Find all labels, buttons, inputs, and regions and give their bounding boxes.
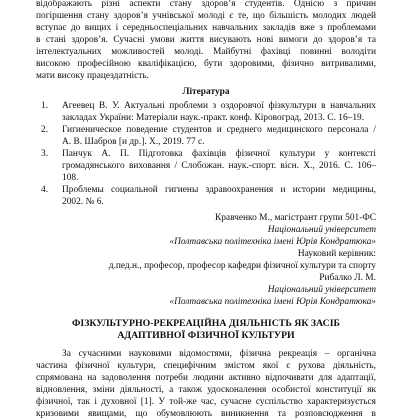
body-line: фізичної, так і духовної [1]. У той-же час, сучасне суспільство характеризується [36,397,376,407]
intro-line: в стані здоров’я. Сучасні умови життя висувають нові вимоги до здоров’я та [36,35,376,45]
supervisor-polytech: «Полтавська політехніка імені Юрія Кондратюка» [169,297,376,307]
body-line: відновлення, зміни діяльності, а також удосконалення особистої конституції як [36,385,376,395]
reference-number: 3. [41,149,49,159]
reference-number: 2. [41,125,49,135]
intro-line: інтелектуальних можливостей молоді. Майбутні фахівці повинні володіти [36,47,376,57]
reference-text: 2002. № 6. [62,197,104,207]
body-line: спрямована на задоволення потреби людини активно відпочивати для адаптації, [36,373,376,383]
body-line: кризовими явищами, що обумовлюють виникнення та розповсюдження в [36,409,376,419]
article-title: АДАПТИВНОЇ ФІЗИЧНОЇ КУЛЬТУРИ [117,330,295,341]
reference-text: 108. [62,173,79,183]
author-polytech: «Полтавська політехніка імені Юрія Кондратюка» [169,237,376,247]
reference-text: Панчук А. П. Підготовка фахівців фізичної культури у контексті [62,149,376,159]
article-title: ФІЗКУЛЬТУРНО-РЕКРЕАЦІЙНА ДІЯЛЬНІСТЬ ЯК ЗАСІБ [72,318,340,329]
reference-text: громадянського виховання / Слобожан. наук.-спорт. вісн. Х., 2016. С. 106– [62,161,376,171]
author-line: Кравченко М., магістрант групи 501-ФС [214,213,376,223]
supervisor-title: д.пед.н., професор, професор кафедри фізичної культури та спорту [108,261,376,271]
body-line: За сучасними науковими відомостями, фізична рекреація – органічна [62,349,376,359]
supervisor-name: Рибалко Л. М. [319,273,376,283]
reference-text: Проблемы социальной гигиены здравоохранения и истории медицины, [62,185,376,195]
intro-line: вступає до вищих і середньоспеціальних навчальних закладів вже з проблемами [36,23,376,33]
reference-number: 1. [41,101,49,111]
reference-number: 4. [41,185,49,195]
intro-line: мати високу працездатність. [36,71,149,81]
reference-text: закладах України: Матеріали наук.-практ. конф. Кіровоград, 2013. С. 16–19. [62,113,365,123]
supervisor-label: Науковий керівник: [297,249,376,259]
intro-line: відображають різні аспекти стану здоров’я студентів. Одніcю з причин [36,0,376,9]
body-line: частина фізичної культури, специфічним змістом якої є рухова діяльність, [36,361,376,371]
intro-line: погіршення стану здоров’я учнівської молоді є те, що більшість молодих людей [36,11,376,21]
author-university: Національний університет [267,225,376,235]
reference-text: Агеевец В. У. Актуальні проблеми з оздоровчої фізкультури в навчальних [62,101,376,111]
literature-heading: Література [182,87,230,97]
intro-line: високою професійною кваліфікацією, бути здоровими, фізично витривалими, [36,59,376,69]
reference-text: Гигиеническое поведение студентов и среднего медицинского персонала / [62,125,376,135]
reference-text: А. В. Шабров [и др.]. Х., 2019. 77 с. [62,137,205,147]
supervisor-university: Національний університет [267,285,376,295]
